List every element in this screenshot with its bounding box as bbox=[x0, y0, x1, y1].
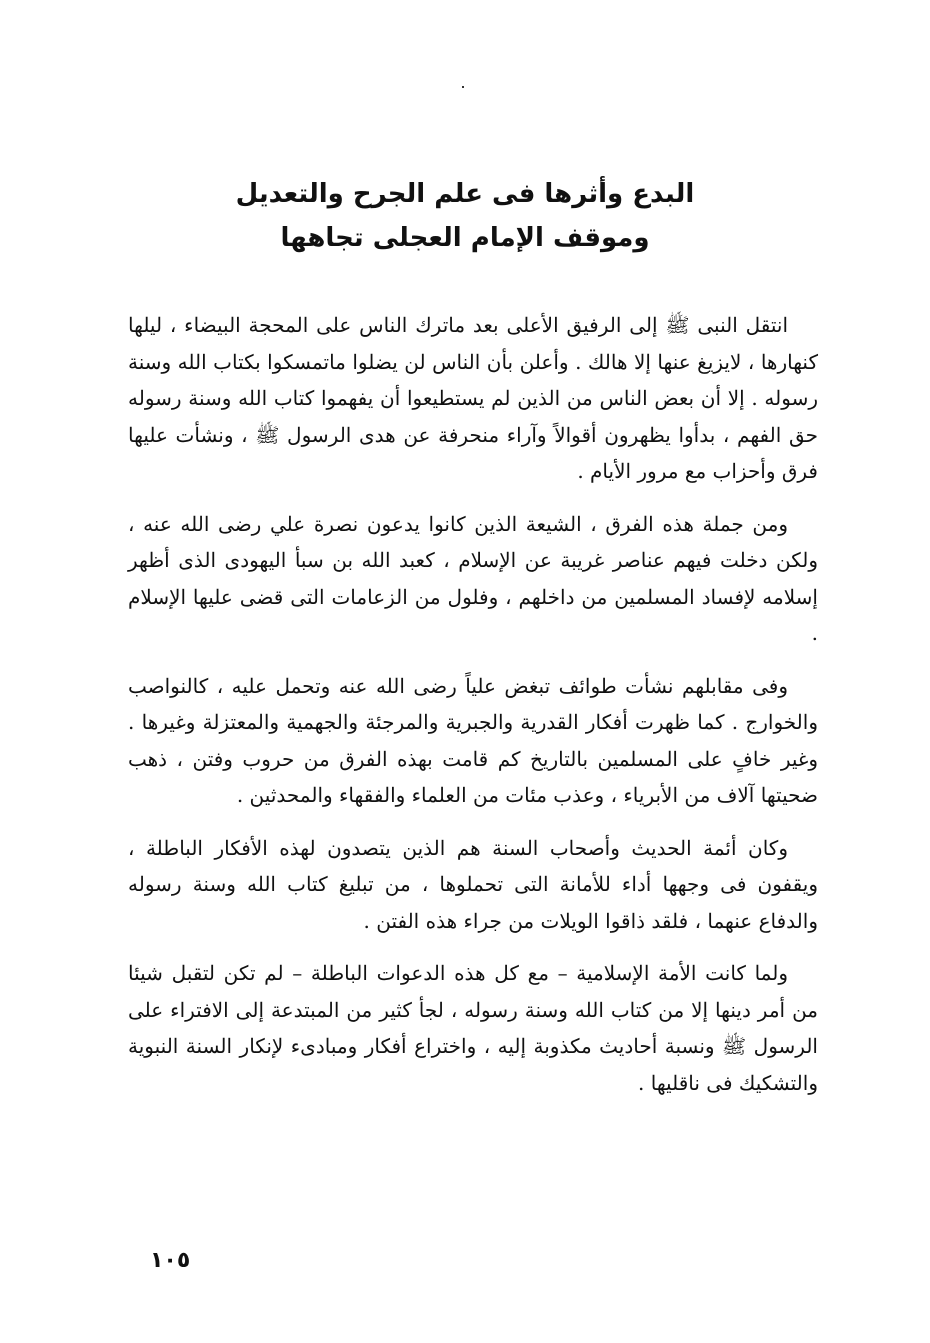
chapter-title bbox=[120, 172, 810, 260]
title-line-1: البدع وأثرها فى علم الجرح والتعديل bbox=[235, 179, 695, 209]
top-dot-mark bbox=[462, 86, 464, 88]
paragraph-5: ولما كانت الأمة الإسلامية – مع كل هذه الدعوات الباطلة – لم تكن لتقبل شيئا من أمر دينها إلا من كتاب الله وسنة رسوله ، لجأ كثير من المبتدعة إلى الافتراء على الرسول ﷺ ونسبة أحاديث مكذوبة إليه ، واختراع أفكار ومبادىء لإنكار السنة النبوية والتشكيك فى ناقليها . bbox=[128, 961, 818, 1095]
paragraph-1: انتقل النبى ﷺ إلى الرفيق الأعلى بعد ماترك الناس على المحجة البيضاء ، ليلها كنهارها ، لايزيغ عنها إلا هالك . وأعلن بأن الناس لن يضلوا ماتمسكوا بكتاب الله وسنة رسوله . إلا أن بعض الناس من الذين لم يستطيعوا أن يفهموا كتاب الله وسنة رسوله حق الفهم ، بدأوا يظهرون أقوالاً وآراء منحرفة عن هدى الرسول ﷺ ، ونشأت عليها فرق وأحزاب مع مرور الأيام . bbox=[128, 313, 818, 483]
title-line-2: وموقف الإمام العجلى تجاهها bbox=[280, 223, 650, 253]
page-number: ١٠٥ bbox=[150, 1248, 191, 1273]
paragraph-3: وفى مقابلهم نشأت طوائف تبغض علياً رضى الله عنه وتحمل عليه ، كالنواصب والخوارج . كما ظهرت أفكار القدرية والجبرية والمرجئة والجهمية والمعتزلة وغيرها . وغير خافٍ على المسلمين بالتاريخ كم قامت بهذه الفرق من حروب وفتن ، ذهب ضحيتها آلاف من الأبرياء ، وعذب مئات من العلماء والفقهاء والمحدثين . bbox=[128, 673, 818, 807]
body-text bbox=[128, 307, 818, 1117]
paragraph-4: وكان أئمة الحديث وأصحاب السنة هم الذين يتصدون لهذه الأفكار الباطلة ، ويقفون فى وجهها أداء للأمانة التى تحملوها ، من تبليغ كتاب الله وسنة رسوله والدفاع عنهما ، فلقد ذاقوا الويلات من جراء هذه الفتن . bbox=[128, 835, 818, 933]
paragraph-2: ومن جملة هذه الفرق ، الشيعة الذين كانوا يدعون نصرة علي رضى الله عنه ، ولكن دخلت فيهم عناصر غريبة عن الإسلام ، كعبد الله بن سبأ اليهودى الذى أظهر إسلامه لإفساد المسلمين من داخلهم ، وفلول من الزعامات التى قضى عليها الإسلام . bbox=[128, 511, 818, 645]
